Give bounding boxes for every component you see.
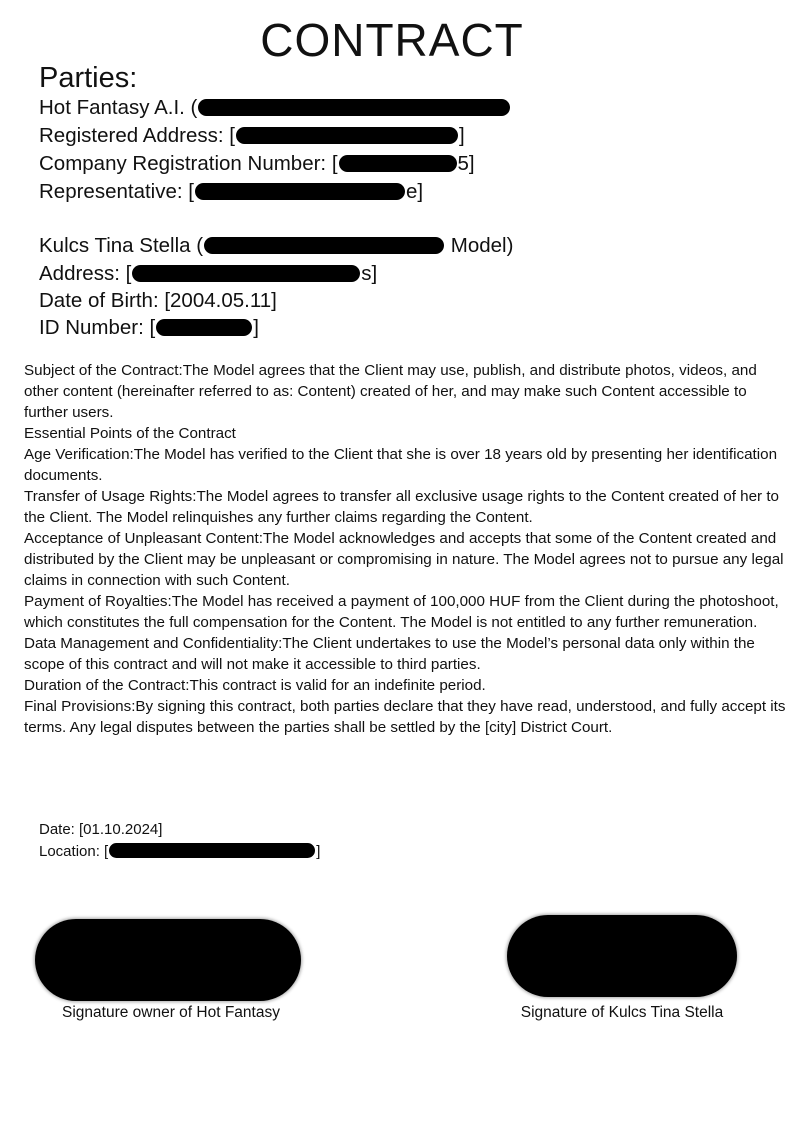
signature-redaction-left	[35, 919, 301, 1001]
company-registration-suffix: 5]	[457, 152, 475, 175]
redaction-bar	[204, 237, 444, 254]
model-name-suffix: Model)	[445, 234, 514, 257]
clause-unpleasant-content: Acceptance of Unpleasant Content:The Model acknowledges and accepts that some of the Content created and distributed by the Client may be unpleasant or compromising in nature. The Model agrees not to pursue any legal claims in connection with such Content.	[24, 530, 784, 589]
date-line: Date: [01.10.2024]	[39, 821, 163, 838]
model-dob-line: Date of Birth: [2004.05.11]	[39, 289, 277, 312]
contract-title: CONTRACT	[260, 14, 524, 66]
signature-caption-model: Signature of Kulcs Tina Stella	[520, 1004, 724, 1021]
location-label: Location: [	[39, 843, 109, 860]
redaction-bar	[198, 99, 510, 116]
company-name-prefix: Hot Fantasy A.I. (	[39, 96, 198, 119]
clause-data-management: Data Management and Confidentiality:The Client undertakes to use the Model’s personal data only within the scope of this contract and will not make it accessible to third parties.	[24, 635, 755, 673]
signature-caption-company: Signature owner of Hot Fantasy	[62, 1004, 280, 1021]
redaction-bar	[195, 183, 405, 200]
model-name-line	[39, 233, 513, 259]
model-id-line	[39, 315, 259, 341]
model-address-line	[39, 261, 377, 287]
clause-royalties: Payment of Royalties:The Model has received a payment of 100,000 HUF from the Client during the photoshoot, which constitutes the full compensation for the Content. The Model is not entitled to any further remuneration.	[24, 593, 779, 631]
model-id-label: ID Number: [	[39, 316, 156, 339]
model-name-prefix: Kulcs Tina Stella (	[39, 234, 204, 257]
redaction-bar	[132, 265, 360, 282]
clause-subject: Subject of the Contract:The Model agrees that the Client may use, publish, and distribute photos, videos, and other content (hereinafter referred to as: Content) created of her, and may make such Content accessible to further users.	[24, 362, 757, 421]
redaction-bar	[109, 843, 315, 858]
contract-body	[24, 360, 794, 738]
clause-age-verification: Age Verification:The Model has verified to the Client that she is over 18 years old by presenting her identification documents.	[24, 446, 778, 484]
company-address-label: Registered Address: [	[39, 124, 235, 147]
clause-essential-points-heading: Essential Points of the Contract	[24, 425, 236, 442]
location-line	[39, 842, 320, 862]
redaction-bar	[236, 127, 458, 144]
company-name-line	[39, 95, 511, 121]
clause-usage-rights: Transfer of Usage Rights:The Model agrees to transfer all exclusive usage rights to the Content created of her to the Client. The Model relinquishes any further claims regarding the Content.	[24, 488, 779, 526]
model-address-label: Address: [	[39, 262, 132, 285]
model-id-suffix: ]	[253, 316, 259, 339]
clause-final-provisions: Final Provisions:By signing this contract, both parties declare that they have read, understood, and fully accept its terms. Any legal disputes between the parties shall be settled by the [city] District Court.	[24, 698, 786, 736]
parties-heading: Parties:	[39, 62, 138, 94]
model-address-suffix: s]	[361, 262, 378, 285]
company-representative-label: Representative: [	[39, 180, 194, 203]
company-registration-line	[39, 151, 475, 177]
company-representative-line	[39, 179, 423, 205]
signature-redaction-right	[507, 915, 737, 997]
clause-duration: Duration of the Contract:This contract is valid for an indefinite period.	[24, 677, 486, 694]
company-address-line	[39, 123, 465, 149]
redaction-bar	[156, 319, 252, 336]
company-representative-suffix: e]	[405, 180, 424, 203]
location-suffix: ]	[316, 843, 321, 860]
company-registration-label: Company Registration Number: [	[39, 152, 338, 175]
company-address-suffix: ]	[459, 124, 465, 147]
redaction-bar	[339, 155, 457, 172]
